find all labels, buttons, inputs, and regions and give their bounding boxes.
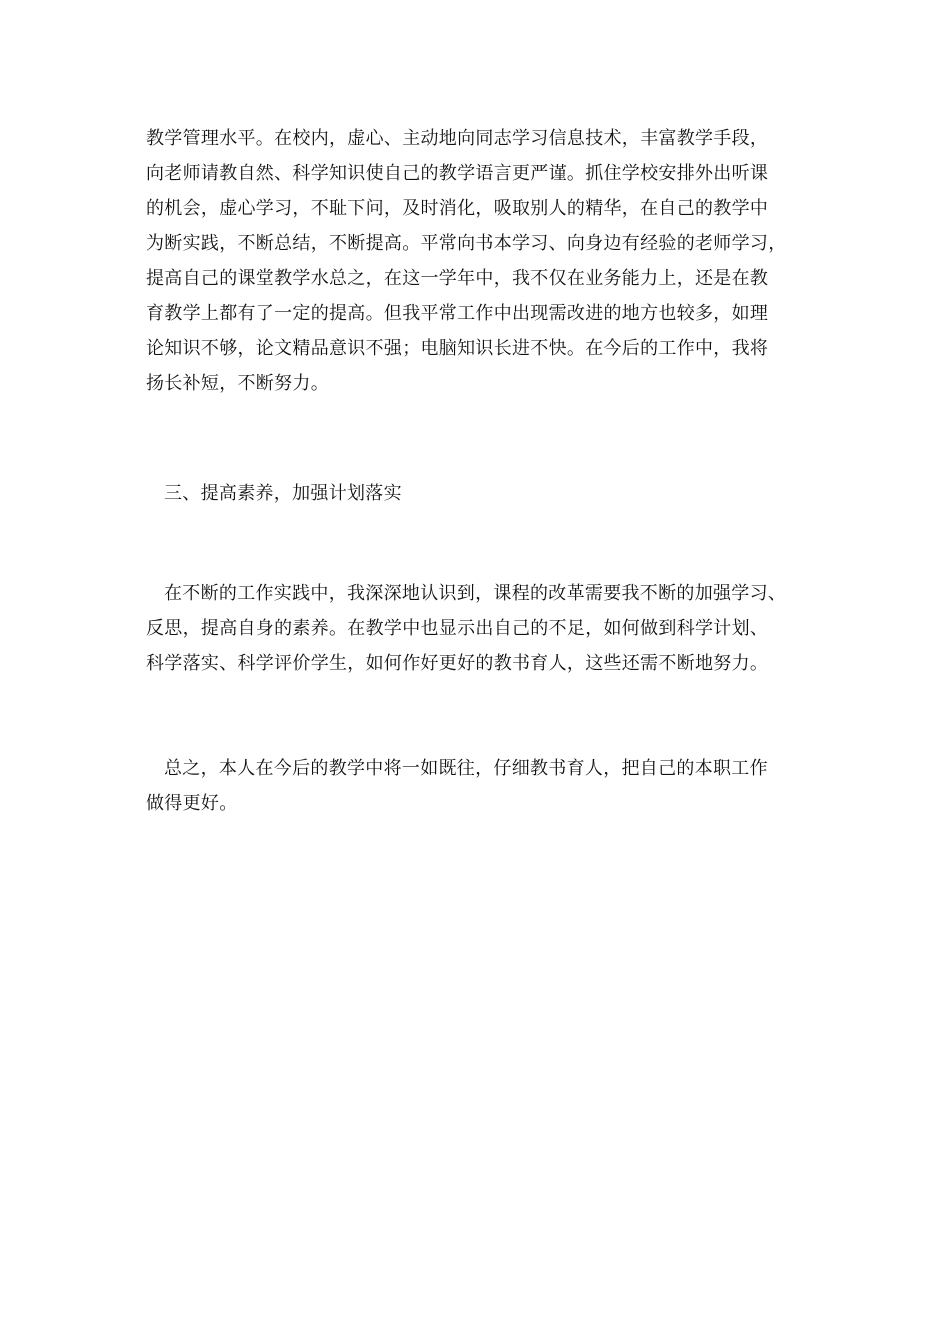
- paragraph-line: 做得更好。: [146, 793, 238, 814]
- paragraph-line: 教学管理水平。在校内，虚心、主动地向同志学习信息技术，丰富教学手段，: [146, 128, 769, 149]
- paragraph-line: 总之，本人在今后的教学中将一如既往，仔细教书育人，把自己的本职工作: [164, 758, 768, 779]
- paragraph-line: 的机会，虚心学习，不耻下问，及时消化，吸取别人的精华，在自己的教学中: [146, 198, 769, 219]
- paragraph-line: 科学落实、科学评价学生，如何作好更好的教书育人，这些还需不断地努力。: [146, 653, 769, 674]
- paragraph-line: 论知识不够，论文精品意识不强；电脑知识长进不快。在今后的工作中，我将: [146, 338, 769, 359]
- section-heading: 三、提高素养，加强计划落实: [164, 483, 402, 504]
- paragraph-line: 扬长补短，不断努力。: [146, 373, 329, 394]
- paragraph-line: 提高自己的课堂教学水总之，在这一学年中，我不仅在业务能力上，还是在教: [146, 268, 769, 289]
- paragraph-line: 在不断的工作实践中，我深深地认识到，课程的改革需要我不断的加强学习、: [164, 583, 787, 604]
- paragraph-line: 为断实践，不断总结，不断提高。平常向书本学习、向身边有经验的老师学习，: [146, 233, 787, 254]
- paragraph-line: 育教学上都有了一定的提高。但我平常工作中出现需改进的地方也较多，如理: [146, 303, 769, 324]
- paragraph-line: 反思，提高自身的素养。在教学中也显示出自己的不足，如何做到科学计划、: [146, 618, 769, 639]
- paragraph-line: 向老师请教自然、科学知识使自己的教学语言更严谨。抓住学校安排外出听课: [146, 163, 769, 184]
